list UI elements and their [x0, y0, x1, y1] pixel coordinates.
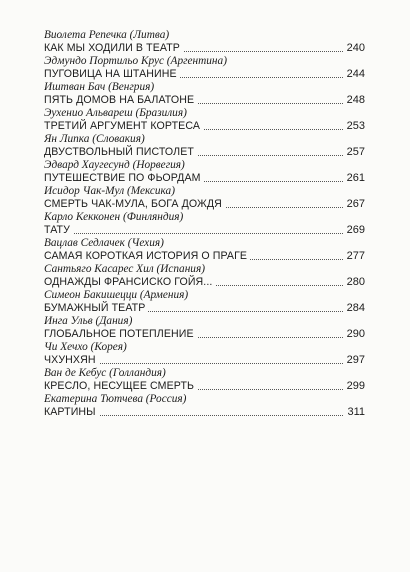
toc-author: Симеон Бакишецци (Армения)	[44, 289, 189, 301]
toc-author: Ян Липка (Словакия)	[44, 133, 145, 145]
toc-page-number: 290	[343, 327, 365, 341]
toc-entry	[0, 185, 410, 211]
toc-title-row	[44, 379, 365, 393]
toc-title-row	[44, 41, 365, 55]
toc-title: САМАЯ КОРОТКАЯ ИСТОРИЯ О ПРАГЕ	[44, 250, 250, 262]
toc-page-number: 253	[343, 119, 365, 133]
toc-author: Эдмундо Портильо Крус (Аргентина)	[44, 55, 227, 67]
toc-entry	[0, 341, 410, 367]
toc-page-number: 297	[343, 353, 365, 367]
toc-title-row	[44, 405, 365, 419]
toc-title: ПУТЕШЕСТВИЕ ПО ФЬОРДАМ	[44, 172, 204, 184]
toc-title-row	[44, 197, 365, 211]
toc-title-row	[44, 171, 365, 185]
toc-page-number: 299	[343, 379, 365, 393]
toc-title: СМЕРТЬ ЧАК-МУЛА, БОГА ДОЖДЯ	[44, 198, 225, 210]
toc-title-row	[44, 249, 365, 263]
table-of-contents	[0, 29, 410, 419]
toc-title: ПУГОВИЦА НА ШТАНИНЕ	[44, 68, 180, 80]
toc-author: Ван де Кебус (Голландия)	[44, 367, 166, 379]
toc-entry	[0, 315, 410, 341]
toc-author: Исидор Чак-Мул (Мексика)	[44, 185, 175, 197]
toc-author: Виолета Репечка (Литва)	[44, 29, 170, 41]
toc-entry	[0, 289, 410, 315]
toc-title-row	[44, 145, 365, 159]
toc-author: Чи Хечхо (Корея)	[44, 341, 127, 353]
toc-page-number: 311	[343, 405, 365, 419]
toc-title: КАРТИНЫ	[44, 406, 99, 418]
toc-title-row	[44, 301, 365, 315]
toc-title: ТАТУ	[44, 224, 73, 236]
toc-title-row	[44, 353, 365, 367]
toc-author: Вацлав Седлачек (Чехия)	[44, 237, 164, 249]
toc-page-number: 248	[343, 93, 365, 107]
toc-author: Сантьяго Касарес Хил (Испания)	[44, 263, 205, 275]
toc-title: ДВУСТВОЛЬНЫЙ ПИСТОЛЕТ	[44, 146, 197, 158]
toc-author: Екатерина Тютчева (Россия)	[44, 393, 187, 405]
toc-title: ТРЕТИЙ АРГУМЕНТ КОРТЕСА	[44, 120, 203, 132]
toc-entry	[0, 211, 410, 237]
toc-entry	[0, 159, 410, 185]
toc-entry	[0, 263, 410, 289]
toc-title-row	[44, 223, 365, 237]
dot-leader	[44, 233, 365, 234]
toc-title: ГЛОБАЛЬНОЕ ПОТЕПЛЕНИЕ	[44, 328, 197, 340]
toc-entry	[0, 133, 410, 159]
toc-title: БУМАЖНЫЙ ТЕАТР	[44, 302, 148, 314]
toc-page-number: 269	[343, 223, 365, 237]
toc-title-row	[44, 93, 365, 107]
toc-author: Карло Кекконен (Финляндия)	[44, 211, 184, 223]
toc-entry	[0, 81, 410, 107]
toc-author: Эухенио Альвареш (Бразилия)	[44, 107, 187, 119]
toc-title-row	[44, 119, 365, 133]
toc-entry	[0, 237, 410, 263]
toc-author: Эдвард Хаугесунд (Норвегия)	[44, 159, 185, 171]
toc-page-number: 284	[343, 301, 365, 315]
toc-entry	[0, 29, 410, 55]
toc-title-row	[44, 327, 365, 341]
toc-title: ОДНАЖДЫ ФРАНСИСКО ГОЙЯ...	[44, 276, 215, 288]
toc-entry	[0, 107, 410, 133]
toc-page-number: 267	[343, 197, 365, 211]
toc-page-number: 257	[343, 145, 365, 159]
toc-author: Иштван Бач (Венгрия)	[44, 81, 155, 93]
toc-title-row	[44, 275, 365, 289]
toc-entry	[0, 393, 410, 419]
toc-entry	[0, 367, 410, 393]
toc-entry	[0, 55, 410, 81]
toc-page-number: 280	[343, 275, 365, 289]
toc-title-row	[44, 67, 365, 81]
toc-title: ЧХУНХЯН	[44, 354, 99, 366]
toc-title: ПЯТЬ ДОМОВ НА БАЛАТОНЕ	[44, 94, 197, 106]
toc-title: КРЕСЛО, НЕСУЩЕЕ СМЕРТЬ	[44, 380, 197, 392]
toc-page-number: 261	[343, 171, 365, 185]
toc-page-number: 240	[343, 41, 365, 55]
toc-page-number: 277	[343, 249, 365, 263]
toc-title: КАК МЫ ХОДИЛИ В ТЕАТР	[44, 42, 183, 54]
toc-page-number: 244	[343, 67, 365, 81]
toc-author: Инга Ульв (Дания)	[44, 315, 133, 327]
